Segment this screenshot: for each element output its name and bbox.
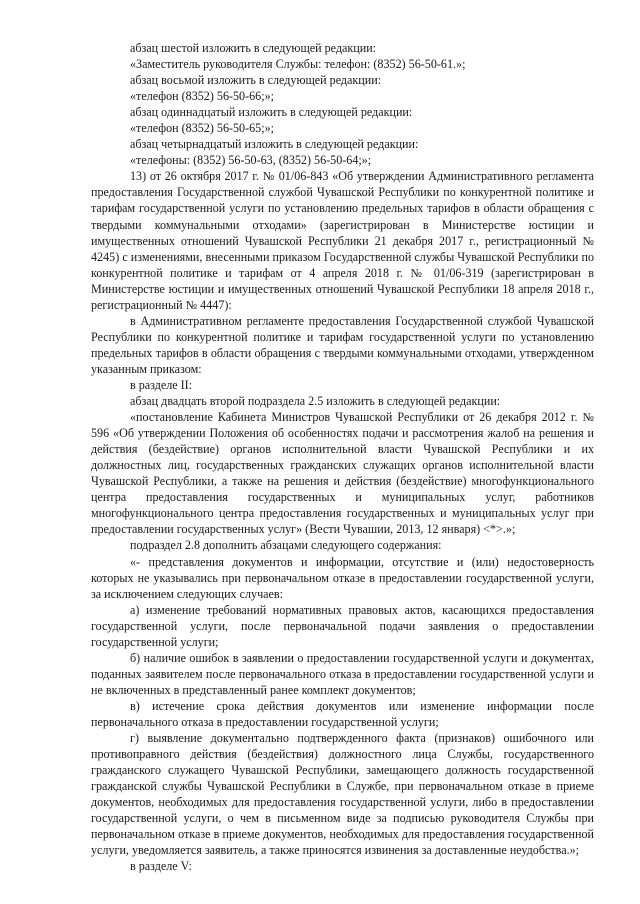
paragraph-9: 13) от 26 октября 2017 г. № 01/06-843 «Об утверждении Административного регламента предоставления Государственной службой Чувашской Республики по конкурентной политике и тарифам государственной услуги по установлению предельных тарифов в области обращения с твердыми коммунальными отходами» (зарегистрирован в Министерстве юстиции и имущественных отношений Чувашской Республики 21 декабря 2017 г., регистрационный № 4245) с изменениями, внесенными приказом Государственной службы Чувашской Республики по конкурентной политике и тарифам от 4 апреля 2018 г. № 01/06-319 (зарегистрирован в Министерстве юстиции и имущественных отношений Чувашской Республики 18 апреля 2018 г., регистрационный № 4447): bbox=[91, 169, 594, 312]
paragraph-10: в Административном регламенте предоставления Государственной службой Чувашской Республики по конкурентной политике и тарифам государственной услуги по установлению предельных тарифов в области обращения с твердыми коммунальными отходами, утвержденном указанным приказом: bbox=[91, 313, 594, 376]
paragraph-8: «телефоны: (8352) 56-50-63, (8352) 56-50-64;»; bbox=[130, 153, 372, 168]
paragraph-15: «- представления документов и информации, отсутствие и (или) недостоверность которых не указывались при первоначальном отказе в предоставлении государственной услуги, за исключением следующих случаев: bbox=[91, 554, 594, 601]
paragraph-11: в разделе II: bbox=[130, 377, 193, 392]
document-page bbox=[91, 40, 594, 874]
paragraph-4: «телефон (8352) 56-50-66;»; bbox=[130, 89, 274, 104]
paragraph-17: б) наличие ошибок в заявлении о предоставлении государственной услуги и документах, поданных заявителем после первоначального отказа в предоставлении государственной услуги и не включенных в представленный ранее комплект документов; bbox=[91, 650, 594, 697]
paragraph-14: подраздел 2.8 дополнить абзацами следующего содержания: bbox=[130, 538, 442, 553]
paragraph-2: «Заместитель руководителя Службы: телефон: (8352) 56-50-61.»; bbox=[130, 57, 466, 72]
paragraph-19: г) выявление документально подтвержденного факта (признаков) ошибочного или противоправного действия (бездействия) должностного лица Службы, государственного гражданского служащего Чувашской Республики, замещающего должность государственной гражданской службы Чувашской Республики в Службе, при первоначальном отказе в приеме документов, необходимых для предоставления государственной услуги, либо в предоставлении государственной услуги, о чем в письменном виде за подписью руководителя Службы при первоначальном отказе в приеме документов, необходимых для предоставления государственной услуги, уведомляется заявитель, а также приносятся извинения за доставленные неудобства.»; bbox=[91, 731, 594, 858]
paragraph-6: «телефон (8352) 56-50-65;»; bbox=[130, 121, 274, 136]
paragraph-13: «постановление Кабинета Министров Чувашской Республики от 26 декабря 2012 г. № 596 «Об утверждении Положения об особенностях подачи и рассмотрения жалоб на решения и действия (бездействие) органов исполнительной власти Чувашской Республики и их должностных лиц, государственных гражданских служащих органов исполнительной власти Чувашской Республики, а также на решения и действия (бездействие) многофункционального центра предоставления государственных и муниципальных услуг, работников многофункционального центра предоставления государственных и муниципальных услуг при предоставлении государственных услуг» (Вести Чувашии, 2013, 12 января) <*>.»; bbox=[91, 410, 594, 537]
paragraph-7: абзац четырнадцатый изложить в следующей редакции: bbox=[130, 137, 419, 152]
paragraph-1: абзац шестой изложить в следующей редакции: bbox=[130, 41, 377, 55]
paragraph-16: а) изменение требований нормативных правовых актов, касающихся предоставления государственной услуги, после первоначальной подачи заявления о предоставлении государственной услуги; bbox=[91, 602, 594, 649]
paragraph-5: абзац одиннадцатый изложить в следующей редакции: bbox=[130, 105, 413, 120]
paragraph-12: абзац двадцать второй подраздела 2.5 изложить в следующей редакции: bbox=[130, 394, 501, 409]
paragraph-18: в) истечение срока действия документов или изменение информации после первоначального отказа в предоставлении государственной услуги; bbox=[91, 698, 594, 729]
paragraph-20: в разделе V: bbox=[130, 859, 192, 874]
paragraph-3: абзац восьмой изложить в следующей редакции: bbox=[130, 73, 382, 88]
